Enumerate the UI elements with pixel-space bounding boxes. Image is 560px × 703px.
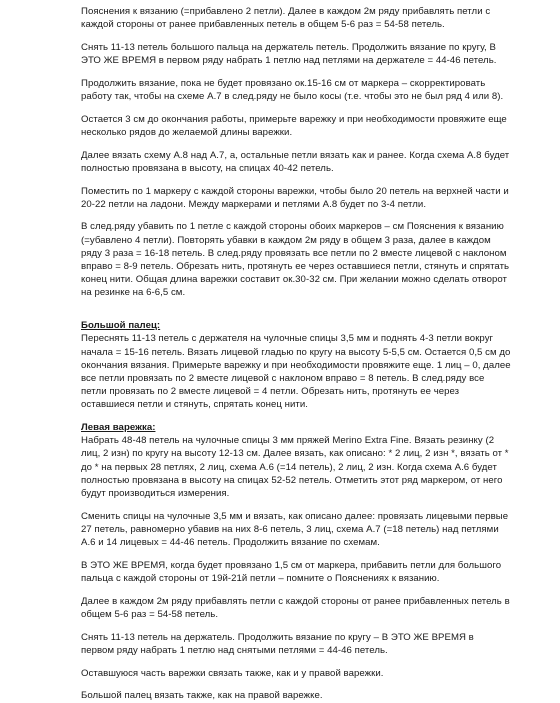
paragraph-thumb-same: Большой палец вязать также, как на правой варежке. — [81, 690, 323, 702]
paragraph-thumb-instructions: Переснять 11-13 петель с держателя на чулочные спицы 3,5 мм и поднять 4-3 петли вокруг начала = 15-16 петель. Вязать лицевой гладью по кругу на высоту 5-5,5 см. Остается 0,5 см до окончания вязания. Примерьте варежку и при необходимости провяжите еще. 1 лиц – 0, далее все петли провязать по 2 вместе лицевой с наклоном вправо = 8 петель. В след.ряду все петли провязать по 2 вместе лицевой = 4 петли. Обрезать нить, протянуть ее через оставшиеся петли и стянуть, спрятать конец нити. — [81, 333, 511, 411]
paragraph-remaining-part: Оставшуюся часть варежки связать также, как и у правой варежки. — [81, 667, 384, 679]
paragraph-every-2nd-row: Далее в каждом 2м ряду прибавлять петли с каждой стороны от ранее прибавленных петель в общем 5-6 раз = 54-58 петель. — [81, 595, 510, 621]
paragraph-decreases: В след.ряду убавить по 1 петле с каждой стороны обоих маркеров – см Пояснения к вязанию (=убавлено 4 петли). Повторять убавки в каждом 2м ряду в общем 3 раза, далее в каждом ряду 3 раза = 16-18 петель. В след.ряду провязать все петли по 2 вместе лицевой с наклоном вправо = 8-9 петель. Обрезать нить, протянуть ее через оставшиеся петли, стянуть и спрятать конец нити. Общая длина варежки составит ок.30-32 см. При желании можно сделать отворот на резинке на 6-6,5 см. — [81, 221, 510, 299]
paragraph-cast-on: Набрать 48-48 петель на чулочные спицы 3 мм пряжей Merino Extra Fine. Вязать резинку (2 лиц, 2 изн) по кругу на высоту 12-13 см. Далее вязать, как описано: * 2 лиц, 2 изн *, вязать от * до * на первых 28 петлях, 2 лиц, схема А.6 (=14 петель), 2 лиц, 2 изн. Когда схема А.6 будет полностью провязана в высоту на спицах 52-52 петель. Отметить этот ряд маркером, от него будут производиться измерения. — [81, 435, 509, 500]
paragraph-continue-knitting: Продолжить вязание, пока не будет провязано ок.15-16 см от маркера – скорректировать работу так, чтобы на схеме А.7 в след.ряду не было косы (т.е. чтобы это не был ряд 4 или 8). — [81, 77, 504, 103]
paragraph-thumb-increases: В ЭТО ЖЕ ВРЕМЯ, когда будет провязано 1,5 см от маркера, прибавить петли для большого пальца с каждой стороны от 19й-21й петли – помните о Пояснениях к вязанию. — [81, 559, 502, 585]
thumb-heading: Большой палец: — [81, 320, 161, 332]
paragraph-slip-stitches: Снять 11-13 петель на держатель. Продолжить вязание по кругу – В ЭТО ЖЕ ВРЕМЯ в первом ряду набрать 1 петлю над снятыми петлями = 44-46 петель. — [81, 631, 474, 656]
paragraph-thumb-holder: Снять 11-13 петель большого пальца на держатель петель. Продолжить вязание по кругу, В ЭТО ЖЕ ВРЕМЯ в первом ряду набрать 1 петлю над петлями на держателе = 44-46 петель. — [81, 41, 497, 67]
paragraph-change-needles: Сменить спицы на чулочные 3,5 мм и вязать, как описано далее: провязать лицевыми первые 27 петель, равномерно убавив на них 8-6 петель, 3 лиц, схема А.7 (=18 петель) над петлями А.6 и 14 лицевых = 44-46 петель. Продолжить вязание по схемам. — [81, 510, 509, 549]
left-mitten-heading: Левая варежка: — [81, 422, 156, 434]
paragraph-chart-a8: Далее вязать схему А.8 над А.7, а, остальные петли вязать как и ранее. Когда схема А.8 будет полностью провязана в высоту, на спицах 40-42 петель. — [81, 149, 510, 174]
paragraph-try-on: Остается 3 см до окончания работы, примерьте варежку и при необходимости провяжите еще несколько рядов до желаемой длины варежки. — [81, 113, 507, 138]
paragraph-increase-rows: Пояснения к вязанию (=прибавлено 2 петли). Далее в каждом 2м ряду прибавлять петли с каждой стороны от ранее прибавленных петель в общем 5-6 раз = 54-58 петель. — [81, 6, 491, 31]
paragraph-markers: Поместить по 1 маркеру с каждой стороны варежки, чтобы было 20 петель на верхней части и 20-22 петли на ладони. Между маркерами и петлями А.8 будет по 3-4 петли. — [81, 185, 509, 210]
